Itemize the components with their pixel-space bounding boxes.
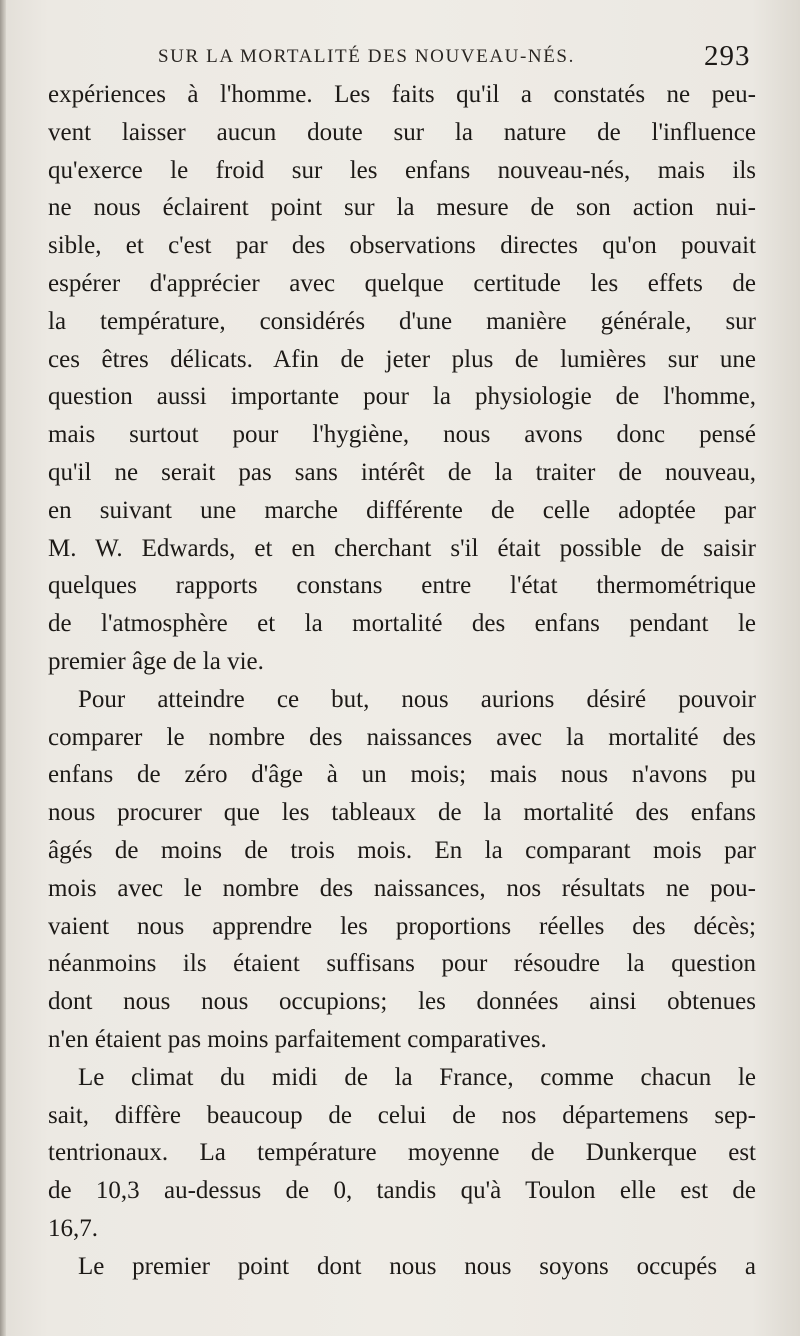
- body-text: [48, 76, 756, 1286]
- text-line: Le premier point dont nous nous soyons occupés a: [78, 1252, 756, 1280]
- text-line: n'en étaient pas moins parfaitement comparatives.: [48, 1025, 547, 1053]
- page-gutter-edge: [0, 0, 6, 1336]
- text-line: quelques rapports constans entre l'état thermométrique: [48, 572, 756, 600]
- text-line: qu'exerce le froid sur les enfans nouveau-nés, mais ils: [48, 156, 756, 184]
- text-line: M. W. Edwards, et en cherchant s'il était possible de saisir: [48, 534, 756, 562]
- text-line: dont nous nous occupions; les données ainsi obtenues: [48, 988, 756, 1016]
- page-number: 293: [704, 40, 751, 72]
- text-line: Pour atteindre ce but, nous aurions désiré pouvoir: [78, 685, 756, 713]
- paragraph: [48, 1248, 756, 1286]
- text-line: question aussi importante pour la physiologie de l'homme,: [48, 383, 756, 411]
- text-line: de 10,3 au-dessus de 0, tandis qu'à Toulon elle est de: [48, 1177, 756, 1205]
- text-line: mois avec le nombre des naissances, nos résultats ne pou-: [48, 874, 756, 902]
- text-line: espérer d'apprécier avec quelque certitude les effets de: [48, 269, 756, 297]
- text-line: vent laisser aucun doute sur la nature de l'influence: [48, 118, 756, 146]
- text-line: ne nous éclairent point sur la mesure de son action nui-: [48, 194, 756, 222]
- text-line: en suivant une marche différente de celle adoptée par: [48, 496, 756, 524]
- text-line: mais surtout pour l'hygiène, nous avons donc pensé: [48, 421, 756, 449]
- text-line: enfans de zéro d'âge à un mois; mais nous n'avons pu: [48, 761, 756, 789]
- text-line: néanmoins ils étaient suffisans pour résoudre la question: [48, 950, 756, 978]
- text-line: Le climat du midi de la France, comme chacun le: [78, 1063, 756, 1091]
- text-line: de l'atmosphère et la mortalité des enfans pendant le: [48, 610, 756, 638]
- text-line: sible, et c'est par des observations directes qu'on pouvait: [48, 232, 756, 260]
- text-line: comparer le nombre des naissances avec la mortalité des: [48, 723, 756, 751]
- text-line: tentrionaux. La température moyenne de Dunkerque est: [48, 1139, 756, 1167]
- text-line: qu'il ne serait pas sans intérêt de la traiter de nouveau,: [48, 458, 756, 486]
- paragraph: [48, 76, 756, 681]
- text-line: 16,7.: [48, 1214, 98, 1242]
- paragraph: [48, 681, 756, 1059]
- running-head: SUR LA MORTALITÉ DES NOUVEAU-NÉS.: [158, 46, 575, 67]
- text-line: la température, considérés d'une manière générale, sur: [48, 307, 756, 335]
- text-line: nous procurer que les tableaux de la mortalité des enfans: [48, 799, 756, 827]
- text-line: vaient nous apprendre les proportions réelles des décès;: [48, 912, 756, 940]
- text-line: sait, diffère beaucoup de celui de nos départemens sep-: [48, 1101, 756, 1129]
- text-line: premier âge de la vie.: [48, 647, 264, 675]
- paragraph: [48, 1059, 756, 1248]
- page-header: [0, 40, 800, 80]
- text-line: expériences à l'homme. Les faits qu'il a constatés ne peu-: [48, 81, 756, 108]
- text-line: âgés de moins de trois mois. En la comparant mois par: [48, 836, 756, 864]
- text-line: ces êtres délicats. Afin de jeter plus de lumières sur une: [48, 345, 756, 373]
